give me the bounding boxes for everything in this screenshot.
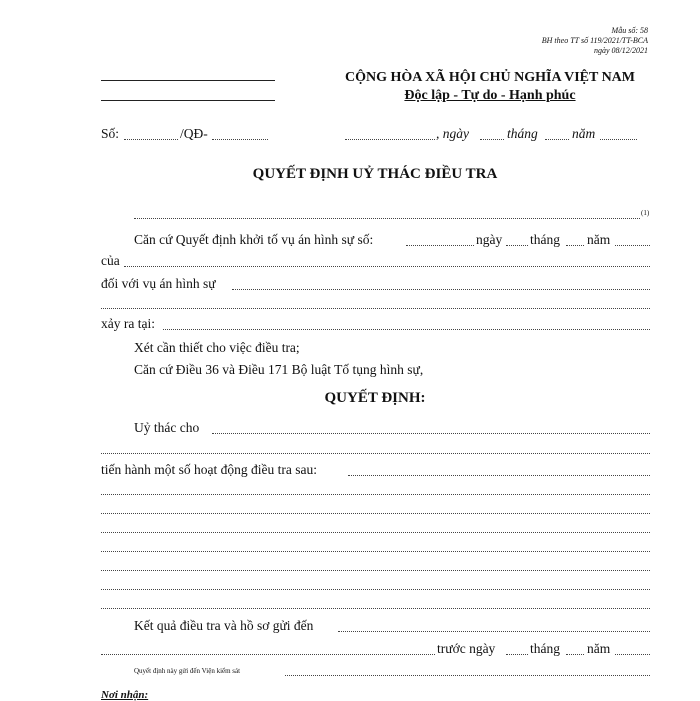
date-nam-label: năm — [572, 126, 596, 141]
can-cu-qd-text: Căn cứ Quyết định khởi tố vụ án hình sự số: — [134, 232, 374, 247]
decision-month-field[interactable] — [566, 245, 584, 246]
activity-field-3[interactable] — [101, 513, 650, 514]
so-label: Số: — [101, 126, 120, 141]
deadline-year-field[interactable] — [615, 654, 650, 655]
recipient-field-2[interactable] — [101, 654, 435, 655]
qd-suffix-field[interactable] — [212, 139, 268, 140]
so-field[interactable] — [124, 139, 178, 140]
form-code-circular: BH theo TT số 119/2021/TT-BCA — [541, 36, 648, 45]
xay-ra-label: xảy ra tại: — [101, 316, 155, 331]
tien-hanh-label: tiến hành một số hoạt động điều tra sau: — [101, 462, 317, 477]
deadline-month-field[interactable] — [566, 654, 584, 655]
unit-name-field[interactable] — [134, 218, 640, 219]
nam-label: năm — [587, 232, 611, 247]
activity-field-8[interactable] — [101, 608, 650, 609]
ngay-label: ngày — [476, 232, 503, 247]
gui-vks-label: Quyết định này gửi đến Viện kiểm sát — [134, 667, 241, 675]
date-ngay-label: , ngày — [436, 126, 469, 141]
form-code — [542, 26, 648, 56]
footnote-marker: (1) — [641, 209, 650, 217]
doi-voi-label: đối với vụ án hình sự — [101, 276, 216, 291]
decision-day-field[interactable] — [506, 245, 528, 246]
date-month-field[interactable] — [545, 139, 569, 140]
date-year-field[interactable] — [600, 139, 637, 140]
cua-field[interactable] — [124, 266, 650, 267]
nam2-label: năm — [587, 641, 611, 656]
document-title: QUYẾT ĐỊNH UỶ THÁC ĐIỀU TRA — [252, 166, 498, 182]
place-field[interactable] — [345, 139, 435, 140]
decision-heading: QUYẾT ĐỊNH: — [324, 390, 426, 406]
date-thang-label: tháng — [507, 126, 538, 141]
procuracy-field[interactable] — [285, 675, 650, 676]
deadline-day-field[interactable] — [506, 654, 528, 655]
truoc-ngay-label: trước ngày — [437, 641, 496, 656]
noi-nhan-label: Nơi nhận: — [101, 689, 149, 701]
qd-label: /QĐ- — [180, 126, 208, 141]
activity-field-7[interactable] — [101, 589, 650, 590]
vu-an-field[interactable] — [232, 289, 650, 290]
entrusted-unit-field[interactable] — [212, 433, 650, 434]
thang-label: tháng — [530, 232, 560, 247]
location-field[interactable] — [163, 329, 650, 330]
entrusted-unit-field-2[interactable] — [101, 453, 650, 454]
motto: Độc lập - Tự do - Hạnh phúc — [404, 88, 576, 103]
cua-label: của — [101, 253, 120, 268]
vu-an-field-2[interactable] — [101, 308, 650, 309]
form-code-date: ngày 08/12/2021 — [594, 46, 648, 55]
recipient-field[interactable] — [338, 631, 650, 632]
date-day-field[interactable] — [480, 139, 504, 140]
uy-thac-label: Uỷ thác cho — [134, 420, 200, 435]
agency-line-2[interactable] — [101, 100, 275, 101]
xet-text: Xét cần thiết cho việc điều tra; — [134, 340, 300, 355]
ket-qua-label: Kết quả điều tra và hồ sơ gửi đến — [134, 618, 314, 633]
activity-field-4[interactable] — [101, 532, 650, 533]
decision-number-field[interactable] — [406, 245, 474, 246]
country-name: CỘNG HÒA XÃ HỘI CHỦ NGHĨA VIỆT NAM — [344, 70, 635, 85]
activity-field-2[interactable] — [101, 494, 650, 495]
activity-field-1[interactable] — [348, 475, 650, 476]
agency-line-1[interactable] — [101, 80, 275, 81]
activity-field-5[interactable] — [101, 551, 650, 552]
can-cu-dieu-text: Căn cứ Điều 36 và Điều 171 Bộ luật Tố tụng hình sự, — [134, 362, 424, 377]
activity-field-6[interactable] — [101, 570, 650, 571]
decision-year-field[interactable] — [615, 245, 650, 246]
thang2-label: tháng — [530, 641, 560, 656]
form-code-number: Mẫu số: 58 — [611, 26, 648, 35]
